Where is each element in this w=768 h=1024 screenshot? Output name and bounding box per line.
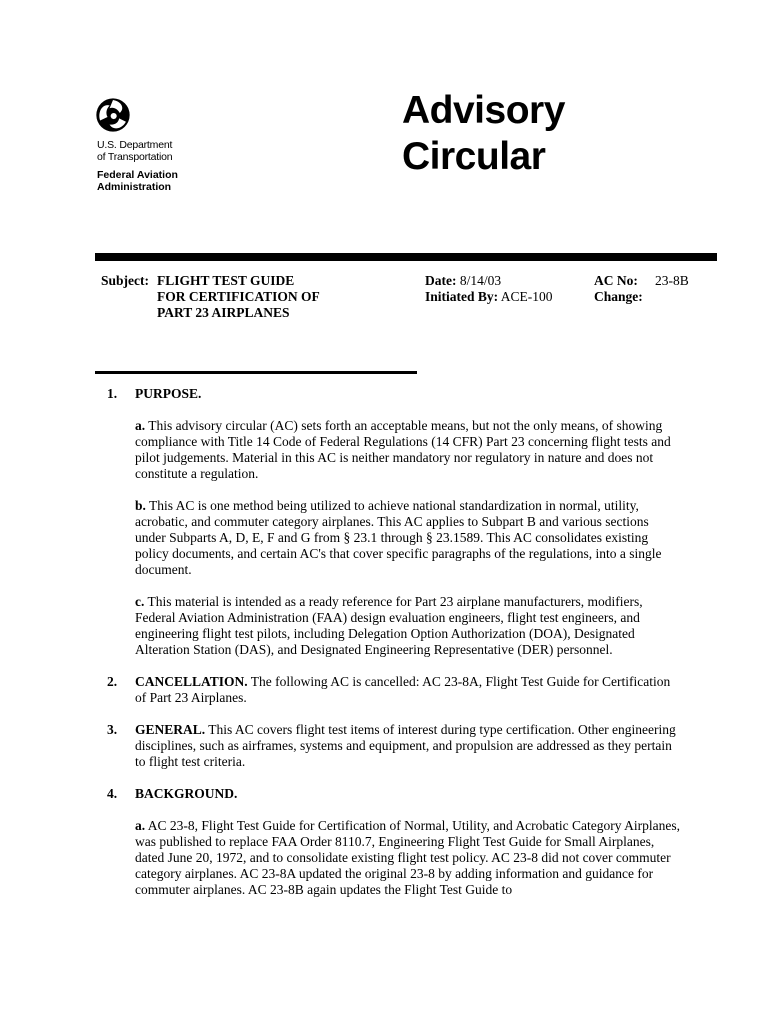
section-text: This AC covers flight test items of interest during type certification. Other engineering disciplines, such as airframes, systems and equipment, and propulsion are addressed as they pertain to flight test criteria.	[135, 722, 676, 769]
paragraph-letter: a.	[135, 418, 146, 433]
department-line-1: U.S. Department	[97, 139, 173, 151]
section-number: 2.	[107, 674, 118, 689]
paragraph-text: This material is intended as a ready reference for Part 23 airplane manufacturers, modifiers, Federal Aviation Administration (FAA) design evaluation engineers, flight test engineers, and engineering flight test pilots, including Delegation Option Authorization (DOA), Designated Alteration Station (DAS), and Designated Engineering Representative (DER) personnel.	[135, 594, 643, 657]
initiated-label: Initiated By:	[425, 289, 499, 304]
paragraph-letter: b.	[135, 498, 146, 513]
section-cancellation	[101, 674, 681, 706]
subject-text	[157, 273, 320, 321]
document-type-title	[402, 88, 565, 180]
change-label: Change:	[594, 289, 643, 304]
section-number: 1.	[107, 386, 118, 401]
department-name	[97, 139, 172, 163]
paragraph-1a	[135, 418, 681, 482]
ac-no-label: AC No:	[594, 273, 638, 288]
department-line-2: of Transportation	[97, 151, 173, 163]
paragraph-text: AC 23-8, Flight Test Guide for Certification of Normal, Utility, and Acrobatic Category Airplanes, was published to replace FAA Order 8110.7, Engineering Flight Test Guide for Small Airplanes, dated June 20, 1972, and to consolidate existing flight test policy. AC 23-8 did not cover commuter category airplanes. AC 23-8A updated the original 23-8 by adding information and guidance for commuter airplanes. AC 23-8B again updates the Flight Test Guide to	[135, 818, 680, 897]
date-label: Date:	[425, 273, 457, 288]
title-line-2: Circular	[402, 135, 546, 178]
paragraph-1b	[135, 498, 681, 578]
paragraph-letter: c.	[135, 594, 145, 609]
subject-line-1: FLIGHT TEST GUIDE	[157, 273, 295, 288]
paragraph-letter: a.	[135, 818, 146, 833]
section-heading: BACKGROUND.	[135, 786, 238, 801]
section-content	[135, 674, 681, 706]
paragraph-4a	[135, 818, 681, 898]
subject-line-2: FOR CERTIFICATION OF	[157, 289, 320, 304]
section-content	[135, 722, 681, 770]
initiated-row	[425, 289, 553, 305]
ac-no-value: 23-8B	[655, 273, 689, 288]
paragraph-1c	[135, 594, 681, 658]
section-heading: CANCELLATION.	[135, 674, 248, 689]
paragraph-text: This advisory circular (AC) sets forth an acceptable means, but not the only means, of showing compliance with Title 14 Code of Federal Regulations (14 CFR) Part 23 concerning flight tests and pilot judgements. Material in this AC is neither mandatory nor regulatory in nature and does not constitute a regulation.	[135, 418, 671, 481]
section-heading: GENERAL.	[135, 722, 206, 737]
section-number: 4.	[107, 786, 118, 801]
date-row	[425, 273, 501, 289]
section-general	[101, 722, 681, 770]
section-background	[101, 786, 681, 802]
section-heading: PURPOSE.	[135, 386, 202, 401]
title-line-1: Advisory	[402, 89, 565, 132]
initiated-value: ACE-100	[500, 289, 553, 304]
agency-line-2: Administration	[97, 181, 172, 193]
agency-line-1: Federal Aviation	[97, 169, 178, 181]
section-text-part-1: The following AC is cancelled: AC 23-8A	[247, 674, 479, 689]
document-body	[101, 386, 681, 898]
dot-tri-swirl-icon	[96, 98, 130, 132]
paragraph-text: This AC is one method being utilized to achieve national standardization in normal, utility, acrobatic, and commuter category airplanes. This AC applies to Subpart B and various sections under Subparts A, D, E, F and G from § 23.1 through § 23.1589. This AC consolidates existing policy documents, and certain AC's that cover specific paragraphs of the regulations, into a single document.	[135, 498, 662, 577]
subject-divider	[95, 371, 417, 374]
agency-name	[97, 169, 178, 193]
date-value: 8/14/03	[459, 273, 502, 288]
section-text-part-2: , Flight Test Guide for Certification of Part 23 Airplanes.	[135, 674, 671, 705]
subject-line-3: PART 23 AIRPLANES	[157, 305, 290, 320]
section-number: 3.	[107, 722, 118, 737]
section-purpose	[101, 386, 681, 402]
header-divider	[95, 253, 717, 261]
subject-label: Subject:	[101, 273, 149, 288]
